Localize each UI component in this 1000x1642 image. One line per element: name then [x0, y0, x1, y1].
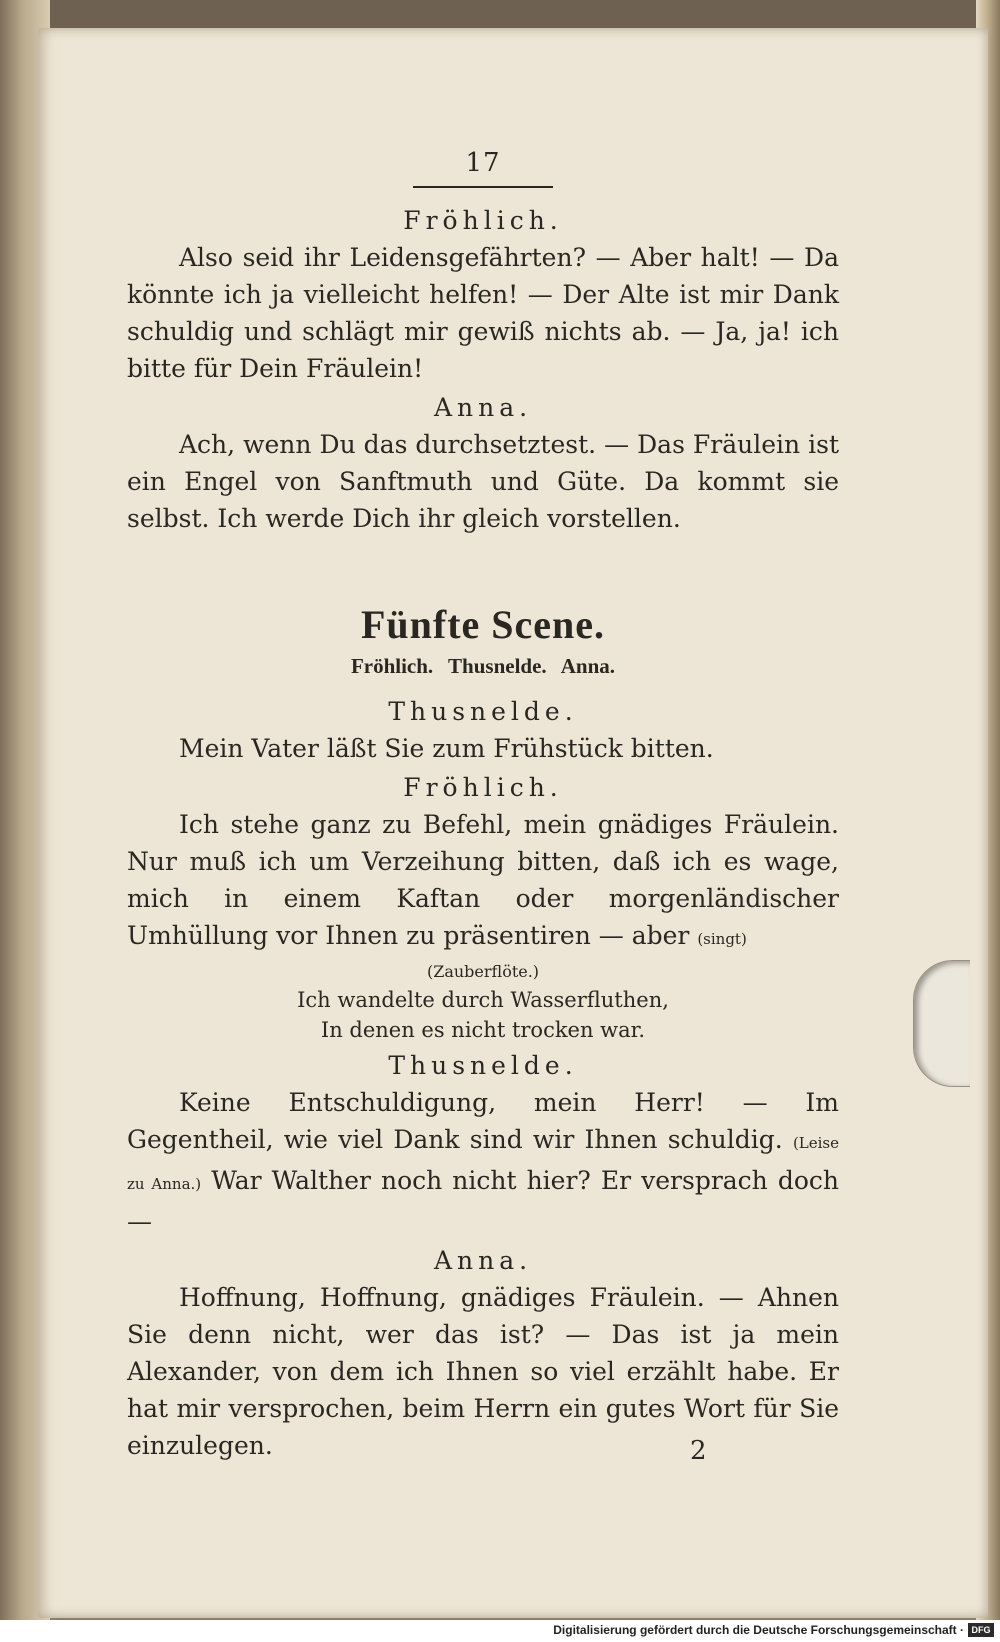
- dialogue-paragraph: Hoffnung, Hoffnung, gnädiges Fräulein. — Ahnen Sie denn nicht, wer das ist? — Das ist ja mein Alexander, von dem ich Ihnen so viel erzählt habe. Er hat mir versprochen, beim Herrn ein gutes Wort für Sie einzulegen.: [127, 1283, 839, 1460]
- page-number: 17: [465, 148, 501, 178]
- dialogue-paragraph: Ach, wenn Du das durchsetztest. — Das Fräulein ist ein Engel von Sanftmuth und Güte. Da kommt sie selbst. Ich werde Dich ihr gleich vorstellen.: [127, 430, 839, 533]
- page-tab-cutout: [913, 960, 970, 1087]
- dialogue-paragraph: Also seid ihr Leidensgefährten? — Aber halt! — Da könnte ich ja vielleicht helfen! — Der Alte ist mir Dank schuldig und schlägt mir gewiß nichts ab. — Ja, ja! ich bitte für Dein Fräulein!: [127, 243, 839, 383]
- speaker-name: Fröhlich.: [403, 773, 563, 802]
- speaker-name: Anna.: [433, 1246, 533, 1275]
- stage-direction: (singt): [697, 930, 747, 948]
- scan-top-edge: [0, 0, 1000, 30]
- dialogue-text: Keine Entschuldigung, mein Herr! — Im Gegentheil, wie viel Dank sind wir Ihnen schuldig.: [127, 1088, 839, 1154]
- speaker-name: Fröhlich.: [403, 206, 563, 235]
- printer-signature-mark: 2: [690, 1436, 707, 1466]
- song-line: Ich wandelte durch Wasserfluthen,: [297, 988, 669, 1012]
- scene-heading: Fünfte Scene.: [360, 602, 606, 647]
- dfg-logo: DFG: [968, 1623, 994, 1637]
- dialogue-paragraph: [127, 806, 839, 958]
- speaker-name: Thusnelde.: [388, 1051, 578, 1080]
- speaker-name: Anna.: [433, 393, 533, 422]
- dialogue-paragraph: Mein Vater läßt Sie zum Frühstück bitten.: [179, 734, 714, 763]
- page-text: [127, 140, 839, 1464]
- stage-direction: (Leise zu Anna.): [127, 1134, 839, 1193]
- song-line: In denen es nicht trocken war.: [320, 1018, 646, 1042]
- dialogue-paragraph: [127, 1084, 839, 1240]
- song-source: (Zauberflöte.): [426, 962, 540, 981]
- dialogue-text: War Walther noch nicht hier? Er versprach doch —: [127, 1166, 839, 1236]
- footer-credit: Digitalisierung gefördert durch die Deutsche Forschungsgemeinschaft ·: [553, 1623, 964, 1637]
- header-rule: [413, 186, 553, 188]
- speaker-name: Thusnelde.: [388, 697, 578, 726]
- scene-cast-list: Fröhlich. Thusnelde. Anna.: [350, 654, 616, 678]
- dialogue-text: Ich stehe ganz zu Befehl, mein gnädiges Fräulein. Nur muß ich um Verzeihung bitten, daß ich es wage, mich in einem Kaftan oder morgenländischer Umhüllung vor Ihnen zu präsentiren — aber: [127, 810, 839, 950]
